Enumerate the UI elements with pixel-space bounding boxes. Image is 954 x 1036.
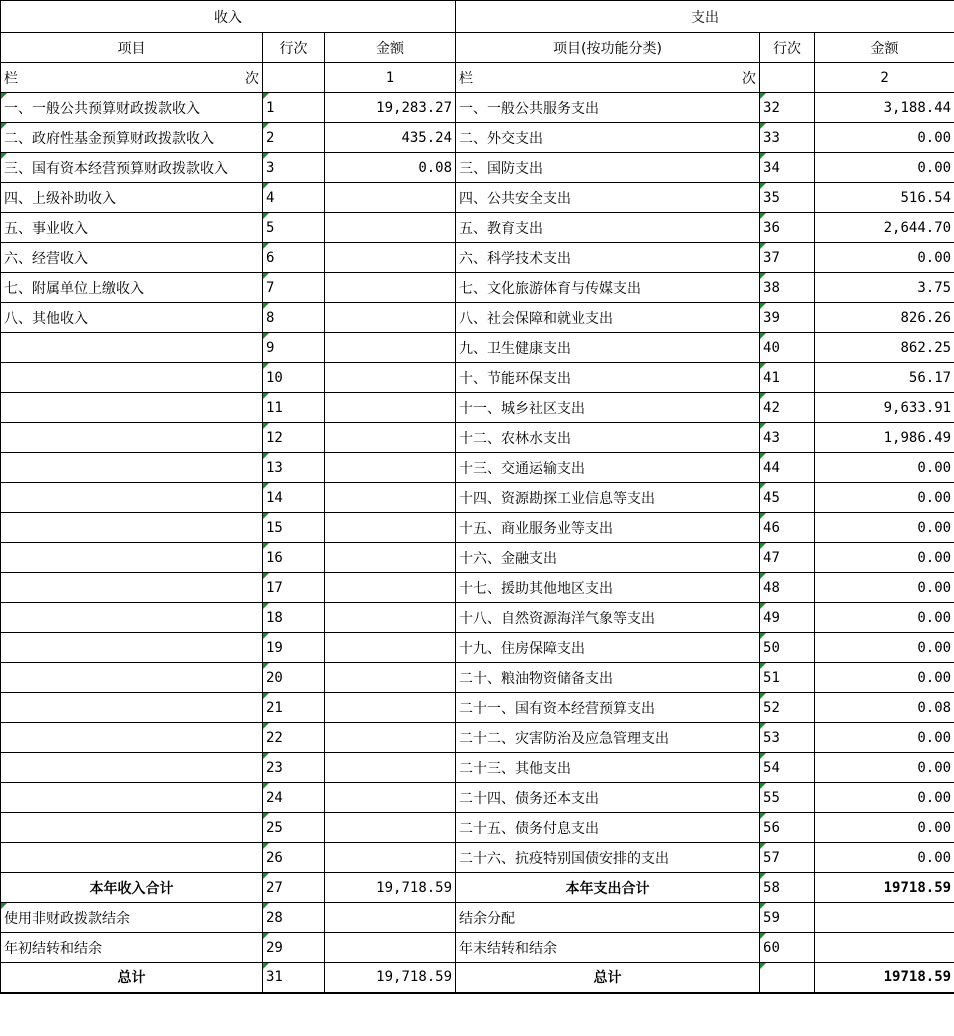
line-number: 60 xyxy=(760,933,815,963)
expense-amount: 0.00 xyxy=(815,153,954,183)
income-item: 八、其他收入 xyxy=(1,303,263,333)
income-item xyxy=(1,363,263,393)
income-amount xyxy=(325,663,456,693)
expense-item: 二、外交支出 xyxy=(456,123,760,153)
column-index-row xyxy=(1,63,954,93)
line-number: 28 xyxy=(263,903,325,933)
expense-amount: 0.00 xyxy=(815,453,954,483)
income-total-label: 本年收入合计 xyxy=(1,873,263,903)
line-number xyxy=(760,963,815,993)
line-number: 10 xyxy=(263,363,325,393)
line-number: 26 xyxy=(263,843,325,873)
income-amount xyxy=(325,423,456,453)
table-row xyxy=(1,273,954,303)
table-row xyxy=(1,393,954,423)
line-number: 37 xyxy=(760,243,815,273)
table-row xyxy=(1,183,954,213)
income-item xyxy=(1,573,263,603)
line-number: 19 xyxy=(263,633,325,663)
line-number: 56 xyxy=(760,813,815,843)
empty-cell xyxy=(325,903,456,933)
income-amount xyxy=(325,573,456,603)
expense-item: 一、一般公共服务支出 xyxy=(456,93,760,123)
ci-label: 次 xyxy=(245,70,259,87)
expense-item: 九、卫生健康支出 xyxy=(456,333,760,363)
income-amount xyxy=(325,513,456,543)
income-amount xyxy=(325,183,456,213)
table-row xyxy=(1,363,954,393)
expense-item: 四、公共安全支出 xyxy=(456,183,760,213)
expense-amount: 2,644.70 xyxy=(815,213,954,243)
line-number: 47 xyxy=(760,543,815,573)
expense-item: 二十二、灾害防治及应急管理支出 xyxy=(456,723,760,753)
line-number: 39 xyxy=(760,303,815,333)
expense-item-header: 项目(按功能分类) xyxy=(456,33,760,63)
expense-item: 六、科学技术支出 xyxy=(456,243,760,273)
expense-item: 十九、住房保障支出 xyxy=(456,633,760,663)
line-number: 4 xyxy=(263,183,325,213)
line-number: 36 xyxy=(760,213,815,243)
expense-amount: 9,633.91 xyxy=(815,393,954,423)
line-number: 9 xyxy=(263,333,325,363)
line-number: 25 xyxy=(263,813,325,843)
line-number: 55 xyxy=(760,783,815,813)
income-item: 二、政府性基金预算财政拨款收入 xyxy=(1,123,263,153)
income-item xyxy=(1,693,263,723)
income-total-amount: 19,718.59 xyxy=(325,873,456,903)
income-rowno-header: 行次 xyxy=(263,33,325,63)
table-row xyxy=(1,693,954,723)
expense-item: 三、国防支出 xyxy=(456,153,760,183)
line-number: 51 xyxy=(760,663,815,693)
table-row xyxy=(1,633,954,663)
line-number: 18 xyxy=(263,603,325,633)
expense-amount: 516.54 xyxy=(815,183,954,213)
nonfiscal-row xyxy=(1,903,954,933)
expense-amount: 3.75 xyxy=(815,273,954,303)
income-amount xyxy=(325,693,456,723)
income-amount xyxy=(325,813,456,843)
table-row xyxy=(1,453,954,483)
line-number: 38 xyxy=(760,273,815,303)
header-row-2 xyxy=(1,33,954,63)
income-item xyxy=(1,663,263,693)
income-amount: 19,283.27 xyxy=(325,93,456,123)
income-item: 三、国有资本经营预算财政拨款收入 xyxy=(1,153,263,183)
income-item xyxy=(1,723,263,753)
expense-amount: 0.00 xyxy=(815,123,954,153)
table-row xyxy=(1,723,954,753)
grand-total-amount-income: 19,718.59 xyxy=(325,963,456,993)
expense-item: 五、教育支出 xyxy=(456,213,760,243)
income-item xyxy=(1,333,263,363)
end-carryover-label: 年末结转和结余 xyxy=(456,933,760,963)
line-number: 46 xyxy=(760,513,815,543)
line-number: 1 xyxy=(263,93,325,123)
expense-amount: 0.00 xyxy=(815,243,954,273)
table-row xyxy=(1,783,954,813)
expense-amount: 3,188.44 xyxy=(815,93,954,123)
line-number: 29 xyxy=(263,933,325,963)
line-number: 50 xyxy=(760,633,815,663)
income-item xyxy=(1,453,263,483)
expense-item: 十四、资源勘探工业信息等支出 xyxy=(456,483,760,513)
line-number: 43 xyxy=(760,423,815,453)
line-number: 15 xyxy=(263,513,325,543)
income-amount-header: 金额 xyxy=(325,33,456,63)
income-item xyxy=(1,843,263,873)
table-row xyxy=(1,243,954,273)
income-item xyxy=(1,603,263,633)
line-number: 22 xyxy=(263,723,325,753)
line-number: 14 xyxy=(263,483,325,513)
income-lanci-cell xyxy=(1,63,263,93)
income-item-header: 项目 xyxy=(1,33,263,63)
expense-amount: 0.00 xyxy=(815,783,954,813)
income-item xyxy=(1,543,263,573)
header-row-1 xyxy=(1,1,954,33)
expense-item: 十八、自然资源海洋气象等支出 xyxy=(456,603,760,633)
expense-item: 十五、商业服务业等支出 xyxy=(456,513,760,543)
line-number: 34 xyxy=(760,153,815,183)
expense-col-index: 2 xyxy=(815,63,954,93)
line-number: 48 xyxy=(760,573,815,603)
expense-amount: 0.00 xyxy=(815,483,954,513)
line-number: 59 xyxy=(760,903,815,933)
table-row xyxy=(1,213,954,243)
expense-item: 十三、交通运输支出 xyxy=(456,453,760,483)
line-number: 52 xyxy=(760,693,815,723)
grand-total-amount-expense: 19718.59 xyxy=(815,963,954,993)
expense-item: 二十、粮油物资储备支出 xyxy=(456,663,760,693)
line-number: 49 xyxy=(760,603,815,633)
income-amount xyxy=(325,453,456,483)
expense-amount: 0.00 xyxy=(815,513,954,543)
table-row xyxy=(1,813,954,843)
line-number: 17 xyxy=(263,573,325,603)
income-amount xyxy=(325,603,456,633)
line-number: 44 xyxy=(760,453,815,483)
expense-amount: 0.00 xyxy=(815,813,954,843)
expense-item: 二十四、债务还本支出 xyxy=(456,783,760,813)
table-row xyxy=(1,423,954,453)
table-row xyxy=(1,93,954,123)
expense-amount: 0.00 xyxy=(815,663,954,693)
line-number: 57 xyxy=(760,843,815,873)
expense-total-amount: 19718.59 xyxy=(815,873,954,903)
income-item: 七、附属单位上缴收入 xyxy=(1,273,263,303)
expense-amount: 0.00 xyxy=(815,723,954,753)
income-amount xyxy=(325,543,456,573)
line-number: 53 xyxy=(760,723,815,753)
line-number: 41 xyxy=(760,363,815,393)
table-row xyxy=(1,573,954,603)
expense-amount: 862.25 xyxy=(815,333,954,363)
empty-cell xyxy=(325,933,456,963)
expense-amount: 0.00 xyxy=(815,603,954,633)
empty-cell xyxy=(815,933,954,963)
expense-item: 七、文化旅游体育与传媒支出 xyxy=(456,273,760,303)
income-item xyxy=(1,483,263,513)
income-item xyxy=(1,783,263,813)
table-row xyxy=(1,513,954,543)
table-row xyxy=(1,483,954,513)
income-amount: 0.08 xyxy=(325,153,456,183)
line-number: 8 xyxy=(263,303,325,333)
income-amount xyxy=(325,363,456,393)
line-number: 35 xyxy=(760,183,815,213)
line-number: 21 xyxy=(263,693,325,723)
line-number: 24 xyxy=(263,783,325,813)
expense-amount: 0.08 xyxy=(815,693,954,723)
income-amount xyxy=(325,783,456,813)
grand-total-label: 总计 xyxy=(1,963,263,993)
table-row xyxy=(1,543,954,573)
income-item xyxy=(1,513,263,543)
income-amount xyxy=(325,723,456,753)
table-row xyxy=(1,753,954,783)
line-number: 32 xyxy=(760,93,815,123)
income-amount xyxy=(325,213,456,243)
table-row xyxy=(1,663,954,693)
line-number: 3 xyxy=(263,153,325,183)
line-number: 40 xyxy=(760,333,815,363)
table-row xyxy=(1,153,954,183)
line-number: 27 xyxy=(263,873,325,903)
nonfiscal-label: 使用非财政拨款结余 xyxy=(1,903,263,933)
income-amount xyxy=(325,243,456,273)
income-item: 六、经营收入 xyxy=(1,243,263,273)
begin-carryover-label: 年初结转和结余 xyxy=(1,933,263,963)
line-number: 5 xyxy=(263,213,325,243)
expense-amount: 0.00 xyxy=(815,573,954,603)
line-number: 58 xyxy=(760,873,815,903)
expense-amount: 1,986.49 xyxy=(815,423,954,453)
expense-item: 十六、金融支出 xyxy=(456,543,760,573)
grand-total-row xyxy=(1,963,954,993)
expense-amount: 0.00 xyxy=(815,633,954,663)
line-number: 11 xyxy=(263,393,325,423)
annual-total-row xyxy=(1,873,954,903)
line-number: 31 xyxy=(263,963,325,993)
expense-amount: 0.00 xyxy=(815,543,954,573)
grand-total-label-expense: 总计 xyxy=(456,963,760,993)
line-number: 16 xyxy=(263,543,325,573)
table-row xyxy=(1,843,954,873)
expense-amount: 56.17 xyxy=(815,363,954,393)
line-number: 13 xyxy=(263,453,325,483)
income-item: 五、事业收入 xyxy=(1,213,263,243)
income-item: 一、一般公共预算财政拨款收入 xyxy=(1,93,263,123)
expense-lanci-cell xyxy=(456,63,760,93)
income-item xyxy=(1,393,263,423)
line-number: 20 xyxy=(263,663,325,693)
lan-label: 栏 xyxy=(459,70,474,87)
carryover-row xyxy=(1,933,954,963)
line-number: 33 xyxy=(760,123,815,153)
income-amount xyxy=(325,303,456,333)
expense-amount-header: 金额 xyxy=(815,33,954,63)
expense-item: 二十三、其他支出 xyxy=(456,753,760,783)
ci-label: 次 xyxy=(742,70,757,87)
expense-item: 十一、城乡社区支出 xyxy=(456,393,760,423)
expense-amount: 826.26 xyxy=(815,303,954,333)
expense-item: 二十五、债务付息支出 xyxy=(456,813,760,843)
table-row xyxy=(1,303,954,333)
line-number: 7 xyxy=(263,273,325,303)
expense-item: 十七、援助其他地区支出 xyxy=(456,573,760,603)
income-amount xyxy=(325,273,456,303)
table-row xyxy=(1,333,954,363)
expense-amount: 0.00 xyxy=(815,753,954,783)
line-number: 6 xyxy=(263,243,325,273)
line-number: 42 xyxy=(760,393,815,423)
expense-total-label: 本年支出合计 xyxy=(456,873,760,903)
expense-rowno-header: 行次 xyxy=(760,33,815,63)
income-item xyxy=(1,753,263,783)
empty-cell xyxy=(815,903,954,933)
income-amount xyxy=(325,633,456,663)
surplus-dist-label: 结余分配 xyxy=(456,903,760,933)
income-amount xyxy=(325,393,456,423)
income-item xyxy=(1,813,263,843)
expense-amount: 0.00 xyxy=(815,843,954,873)
income-amount xyxy=(325,483,456,513)
expense-item: 二十一、国有资本经营预算支出 xyxy=(456,693,760,723)
income-amount: 435.24 xyxy=(325,123,456,153)
table-row xyxy=(1,123,954,153)
table-row xyxy=(1,603,954,633)
income-item xyxy=(1,633,263,663)
empty-cell xyxy=(263,63,325,93)
income-amount xyxy=(325,753,456,783)
lan-label: 栏 xyxy=(4,70,18,87)
expense-header: 支出 xyxy=(456,1,954,33)
line-number: 12 xyxy=(263,423,325,453)
line-number: 23 xyxy=(263,753,325,783)
line-number: 2 xyxy=(263,123,325,153)
expense-item: 二十六、抗疫特别国债安排的支出 xyxy=(456,843,760,873)
expense-item: 十二、农林水支出 xyxy=(456,423,760,453)
income-amount xyxy=(325,843,456,873)
income-amount xyxy=(325,333,456,363)
income-col-index: 1 xyxy=(325,63,456,93)
income-item: 四、上级补助收入 xyxy=(1,183,263,213)
income-header: 收入 xyxy=(1,1,456,33)
expense-item: 十、节能环保支出 xyxy=(456,363,760,393)
expense-item: 八、社会保障和就业支出 xyxy=(456,303,760,333)
income-item xyxy=(1,423,263,453)
line-number: 54 xyxy=(760,753,815,783)
empty-cell xyxy=(760,63,815,93)
line-number: 45 xyxy=(760,483,815,513)
